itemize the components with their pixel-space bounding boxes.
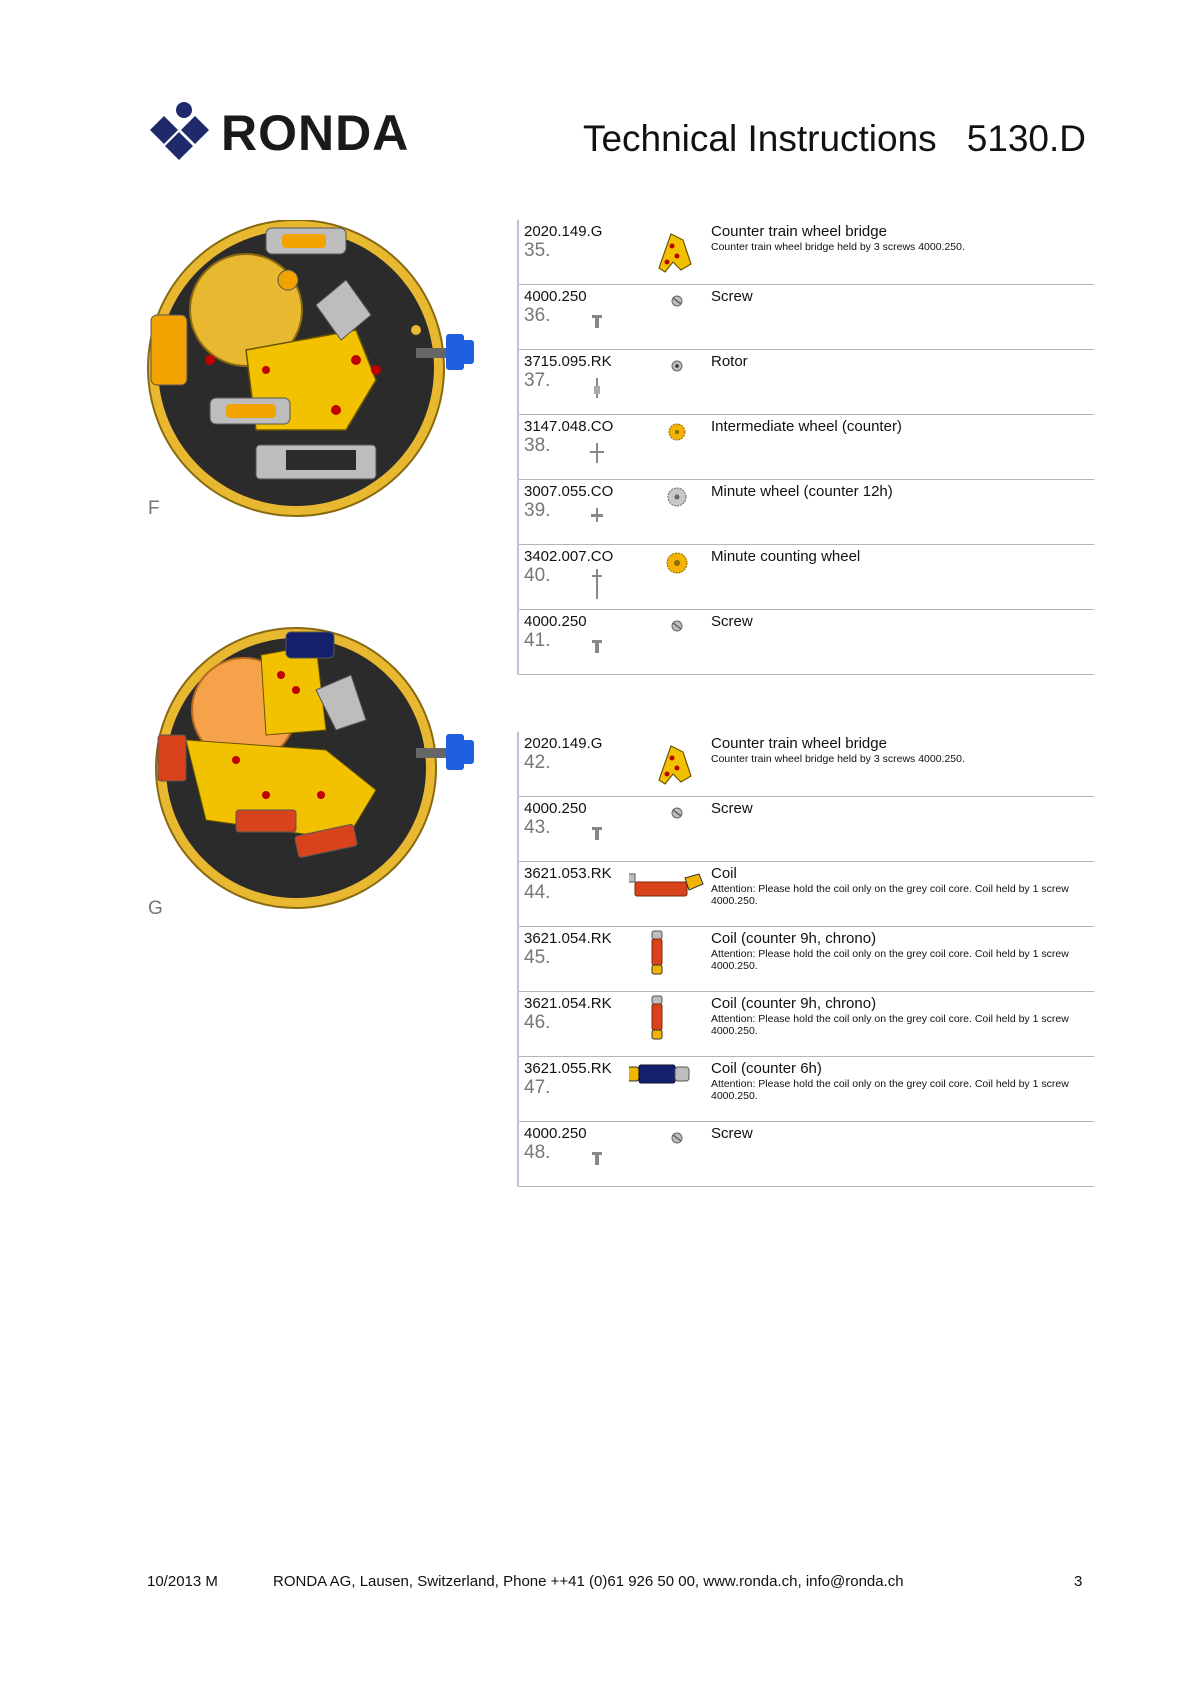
figure-label-g: G xyxy=(148,898,163,919)
part-row xyxy=(519,992,1094,1057)
part-number: 3007.055.CO xyxy=(524,483,614,500)
model-number: 5130.D xyxy=(966,118,1086,159)
part-description xyxy=(711,353,1091,370)
part-note: Counter train wheel bridge held by 3 screws 4000.250. xyxy=(711,241,965,253)
position-number: 48. xyxy=(524,1142,551,1163)
part-number: 3621.055.RK xyxy=(524,1060,612,1077)
part-title: Coil (counter 9h, chrono) xyxy=(711,930,877,947)
wheel-side-icon xyxy=(589,439,605,469)
part-description xyxy=(711,548,1091,565)
part-row xyxy=(519,862,1094,927)
part-number: 3147.048.CO xyxy=(524,418,614,435)
part-title: Intermediate wheel (counter) xyxy=(711,418,902,435)
part-row xyxy=(519,480,1094,545)
part-title: Coil (counter 6h) xyxy=(711,1060,822,1077)
part-row xyxy=(519,927,1094,992)
rotor-side-icon xyxy=(589,374,605,404)
screw-head-icon xyxy=(629,797,719,859)
position-number: 43. xyxy=(524,817,551,838)
part-description xyxy=(711,1060,1091,1102)
part-row xyxy=(519,285,1094,350)
document-title xyxy=(583,118,1086,160)
part-number: 2020.149.G xyxy=(524,223,603,240)
part-row xyxy=(519,220,1094,285)
part-description xyxy=(711,800,1091,817)
position-number: 40. xyxy=(524,565,551,586)
part-note: Attention: Please hold the coil only on the grey coil core. Coil held by 1 screw 4000.250. xyxy=(711,948,1069,972)
part-title: Minute counting wheel xyxy=(711,548,861,565)
part-title: Screw xyxy=(711,288,753,305)
screw-side-icon xyxy=(589,821,605,851)
screw-side-icon xyxy=(589,309,605,339)
position-number: 45. xyxy=(524,947,551,968)
position-number: 38. xyxy=(524,435,551,456)
coil-vertical-icon xyxy=(629,927,719,989)
part-number: 3402.007.CO xyxy=(524,548,614,565)
position-number: 44. xyxy=(524,882,551,903)
part-row xyxy=(519,732,1094,797)
part-note: Counter train wheel bridge held by 3 screws 4000.250. xyxy=(711,753,965,765)
parts-list-f xyxy=(517,220,1094,675)
ronda-logo xyxy=(147,100,417,170)
part-title: Counter train wheel bridge xyxy=(711,735,887,752)
small-wheel-side-icon xyxy=(589,504,605,534)
coil-blue-icon xyxy=(629,1057,719,1119)
position-number: 42. xyxy=(524,752,551,773)
part-description xyxy=(711,223,1091,253)
gold-wheel-icon xyxy=(629,415,719,477)
position-number: 37. xyxy=(524,370,551,391)
part-row xyxy=(519,797,1094,862)
bridge-icon xyxy=(629,732,719,794)
movement-illustration-g xyxy=(146,620,496,920)
figure-label-f: F xyxy=(148,498,160,519)
ronda-logo-mark xyxy=(147,100,217,170)
long-pin-side-icon xyxy=(589,569,605,599)
position-number: 46. xyxy=(524,1012,551,1033)
part-note: Attention: Please hold the coil only on the grey coil core. Coil held by 1 screw 4000.250. xyxy=(711,1013,1069,1037)
bridge-icon xyxy=(629,220,719,282)
part-number: 3715.095.RK xyxy=(524,353,612,370)
position-number: 36. xyxy=(524,305,551,326)
logo-text: RONDA xyxy=(221,105,410,161)
coil-horizontal-icon xyxy=(629,862,719,924)
part-description xyxy=(711,288,1091,305)
part-description xyxy=(711,995,1091,1037)
part-number: 4000.250 xyxy=(524,288,587,305)
page-number: 3 xyxy=(1074,1573,1083,1590)
part-row xyxy=(519,350,1094,415)
screw-head-icon xyxy=(629,610,719,672)
position-number: 39. xyxy=(524,500,551,521)
parts-list-g xyxy=(517,732,1094,1187)
part-number: 4000.250 xyxy=(524,800,587,817)
screw-head-icon xyxy=(629,1122,719,1184)
part-description xyxy=(711,483,1091,500)
screw-side-icon xyxy=(589,634,605,664)
part-description xyxy=(711,735,1091,765)
part-description xyxy=(711,1125,1091,1142)
part-row xyxy=(519,545,1094,610)
movement-illustration-f xyxy=(146,220,496,520)
gold-wheel-large-icon xyxy=(629,545,719,607)
part-title: Counter train wheel bridge xyxy=(711,223,887,240)
screw-side-icon xyxy=(589,1146,605,1176)
grey-wheel-icon xyxy=(629,480,719,542)
part-row xyxy=(519,1057,1094,1122)
position-number: 35. xyxy=(524,240,551,261)
part-row xyxy=(519,610,1094,675)
part-number: 3621.054.RK xyxy=(524,995,612,1012)
part-title: Coil (counter 9h, chrono) xyxy=(711,995,877,1012)
part-title: Screw xyxy=(711,800,753,817)
part-row xyxy=(519,415,1094,480)
title-text: Technical Instructions xyxy=(582,118,937,159)
part-description xyxy=(711,865,1091,907)
footer-date: 10/2013 M xyxy=(147,1573,218,1590)
position-number: 47. xyxy=(524,1077,551,1098)
part-number: 3621.053.RK xyxy=(524,865,612,882)
part-title: Minute wheel (counter 12h) xyxy=(711,483,893,500)
part-description xyxy=(711,613,1091,630)
part-title: Coil xyxy=(711,865,737,882)
part-description xyxy=(711,418,1091,435)
part-number: 4000.250 xyxy=(524,1125,587,1142)
part-title: Screw xyxy=(711,613,753,630)
part-description xyxy=(711,930,1091,972)
part-title: Rotor xyxy=(711,353,748,370)
part-note: Attention: Please hold the coil only on the grey coil core. Coil held by 1 screw 4000.250. xyxy=(711,883,1069,907)
screw-head-icon xyxy=(629,285,719,347)
part-title: Screw xyxy=(711,1125,753,1142)
part-number: 4000.250 xyxy=(524,613,587,630)
footer-address: RONDA AG, Lausen, Switzerland, Phone ++41 (0)61 926 50 00, www.ronda.ch, info@ronda.ch xyxy=(273,1573,904,1590)
part-number: 2020.149.G xyxy=(524,735,603,752)
position-number: 41. xyxy=(524,630,551,651)
part-number: 3621.054.RK xyxy=(524,930,612,947)
part-note: Attention: Please hold the coil only on the grey coil core. Coil held by 1 screw 4000.250. xyxy=(711,1078,1069,1102)
rotor-icon xyxy=(629,350,719,412)
coil-vertical-icon xyxy=(629,992,719,1054)
part-row xyxy=(519,1122,1094,1187)
